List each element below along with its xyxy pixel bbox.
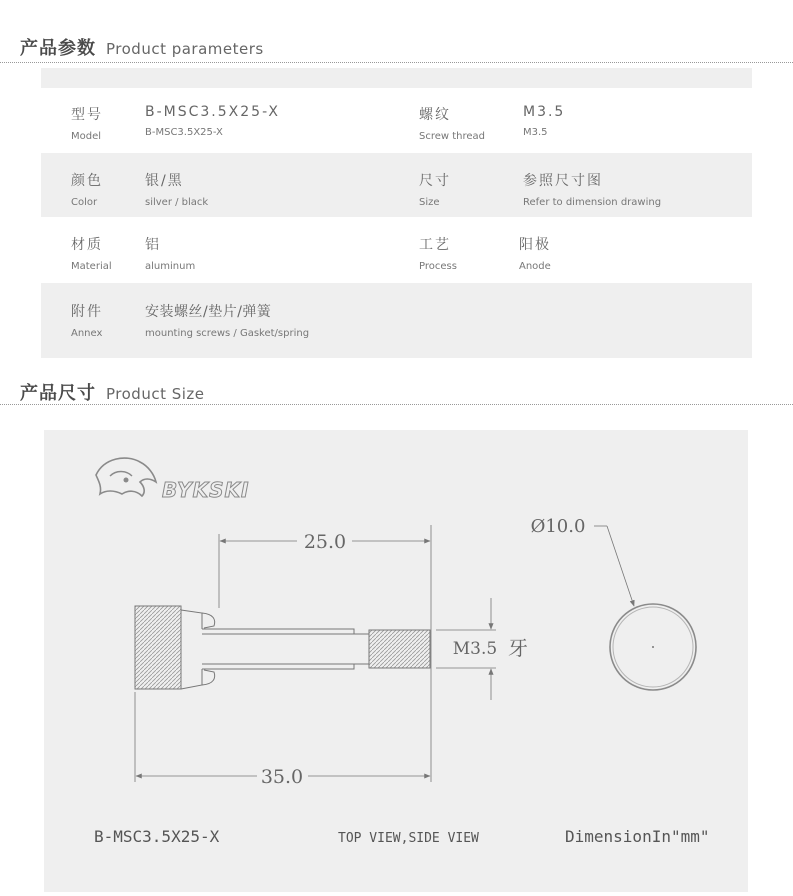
param-label-en: Annex [71,328,103,339]
param-label-en: Size [419,197,440,208]
param-value-en: Anode [519,261,551,272]
param-value-en: B-MSC3.5X25-X [145,127,223,138]
dim-thread-size-suffix: 牙 [508,636,528,660]
drawing-view-label: TOP VIEW,SIDE VIEW [338,831,479,846]
param-value-cn: 安装螺丝/垫片/弹簧 [145,304,272,320]
drawing-units-label: DimensionIn"mm" [565,827,710,846]
params-section-title [20,34,264,58]
param-value-cn: 银/黑 [145,173,184,189]
param-label-process [419,234,457,272]
screw-head [135,606,181,689]
params-table [41,68,752,358]
param-label-cn: 颜色 [71,173,103,189]
params-divider [0,62,793,63]
dim-diameter-label: Ø10.0 [530,516,586,537]
drawing-model-label: B-MSC3.5X25-X [94,827,220,846]
param-label-thread [419,104,485,142]
params-spacer-row [41,68,752,88]
param-label-en: Model [71,131,102,142]
size-title-cn: 产品尺寸 [20,383,96,404]
dim-total-length-label: 35.0 [260,766,304,788]
params-title-en: Product parameters [106,40,264,58]
param-label-size [419,170,451,208]
param-label-color [71,170,103,208]
size-section-title [20,379,205,403]
param-label-cn: 尺寸 [419,173,451,189]
param-label-en: Screw thread [419,131,486,142]
param-value-annex [145,301,309,339]
screw-thread [369,630,430,668]
screw-side-view [135,606,430,689]
param-label-annex [71,301,103,339]
param-value-cn: 阳极 [519,237,551,253]
param-label-cn: 型号 [71,107,103,123]
param-row-annex [41,283,752,358]
param-value-cn: M3.5 [523,104,566,120]
param-value-en: mounting screws / Gasket/spring [145,328,310,339]
param-row-color [41,153,752,217]
param-label-en: Material [71,261,112,272]
param-label-cn: 附件 [71,304,103,320]
screw-shank [202,629,369,669]
param-value-process [519,234,551,272]
param-label-material [71,234,112,272]
param-value-en: M3.5 [523,127,548,138]
param-label-model [71,104,103,142]
param-label-en: Process [419,261,457,272]
param-value-en: Refer to dimension drawing [523,197,662,208]
param-row-material [41,217,752,283]
param-label-cn: 工艺 [419,237,451,253]
param-value-cn: 参照尺寸图 [523,173,603,189]
size-divider [0,404,793,405]
param-row-model [41,88,752,153]
param-value-cn: B-MSC3.5X25-X [145,104,281,120]
param-value-cn: 铝 [145,237,161,253]
dim-thread-length-label: 25.0 [303,531,347,553]
param-value-model [145,104,280,138]
param-value-en: silver / black [145,197,209,208]
brand-logo [96,458,249,502]
dim-thread-size [453,598,528,700]
dimension-drawing-panel [44,430,748,892]
size-title-en: Product Size [106,385,205,403]
param-value-color [145,170,208,208]
screw-head-front-view [531,516,696,690]
param-label-en: Color [71,197,98,208]
dimension-drawing [44,430,748,892]
dim-thread-length [220,531,430,553]
param-value-thread [523,104,565,138]
dragon-logo-icon [96,458,156,496]
dim-total-length [136,766,430,788]
dim-thread-size-label: M3.5 [452,639,498,659]
param-value-material [145,234,195,272]
param-value-en: aluminum [145,261,196,272]
brand-logo-text: BYKSKI [162,478,250,502]
param-label-cn: 螺纹 [419,107,451,123]
param-value-size [523,170,661,208]
params-title-cn: 产品参数 [20,38,96,59]
param-label-cn: 材质 [71,237,103,253]
